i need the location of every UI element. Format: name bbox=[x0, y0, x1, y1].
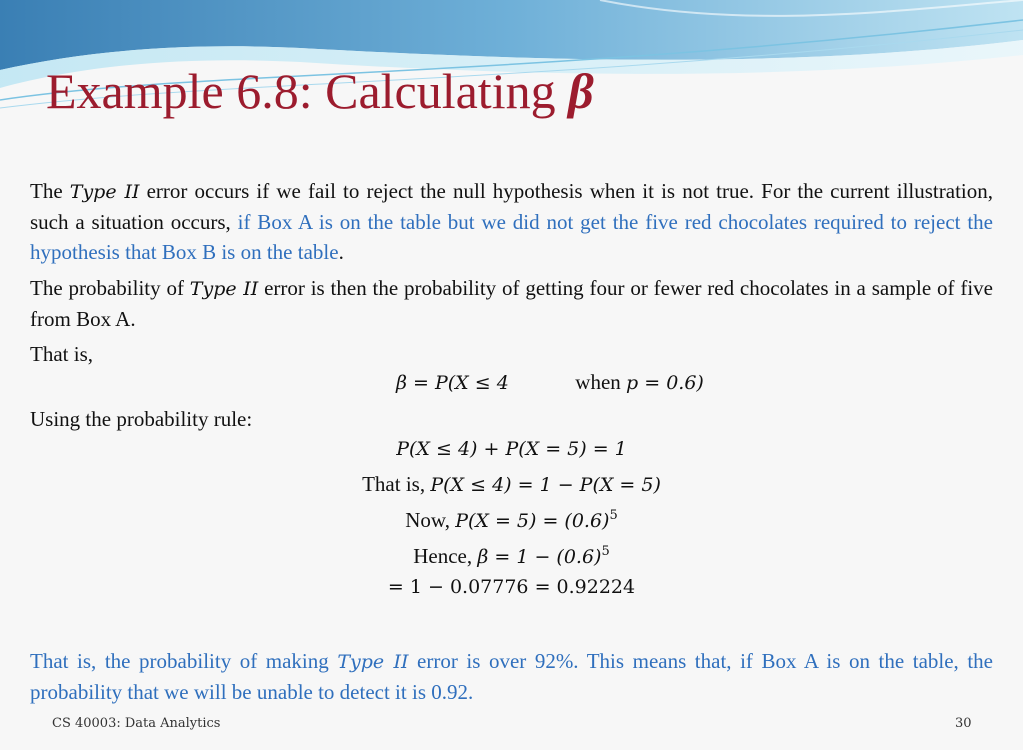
paragraph-type2-definition: The Type II error occurs if we fail to reject the null hypothesis when it is not true. For the current illustration, such a situation occurs, if Box A is on the table but we did not get the five red chocolates required to reject the hypothesis that Box B is on the table. bbox=[30, 179, 994, 264]
footer-course: CS 40003: Data Analytics bbox=[52, 716, 221, 731]
beta-symbol: β bbox=[568, 63, 594, 119]
paragraph-conclusion: That is, the probability of making Type II error is over 92%. This means that, if Box A is on the table, the probability that we will be unable to detect it is 0.92. bbox=[30, 649, 993, 704]
equation-beta-value: Hence, $\beta = 1 - (0.6)^5$ bbox=[413, 544, 610, 568]
slide-title: Example 6.8: Calculating β bbox=[46, 63, 594, 119]
equation-beta-definition: β = P(X ≤ 4 when p = 0.6) bbox=[396, 370, 704, 394]
equation-result: = 1 − 0.07776 = 0.92224 bbox=[387, 576, 636, 598]
equation-sum-rule: P(X ≤ 4) + P(X = 5) = 1 bbox=[396, 438, 627, 460]
paragraph-type2-probability: The probability of Type II error is then the probability of getting four or fewer red chocolates in a sample of five from Box A. bbox=[30, 276, 993, 331]
equation-complement: That is, P(X ≤ 4) = 1 − P(X = 5) bbox=[362, 472, 661, 496]
paragraph-probability-rule: Using the probability rule: bbox=[30, 407, 253, 431]
paragraph-that-is: That is, bbox=[30, 342, 93, 366]
footer-page-number: 30 bbox=[955, 716, 972, 731]
equation-p-x-equals-5: Now, $P(X = 5) = (0.6)^5$ bbox=[405, 508, 618, 532]
